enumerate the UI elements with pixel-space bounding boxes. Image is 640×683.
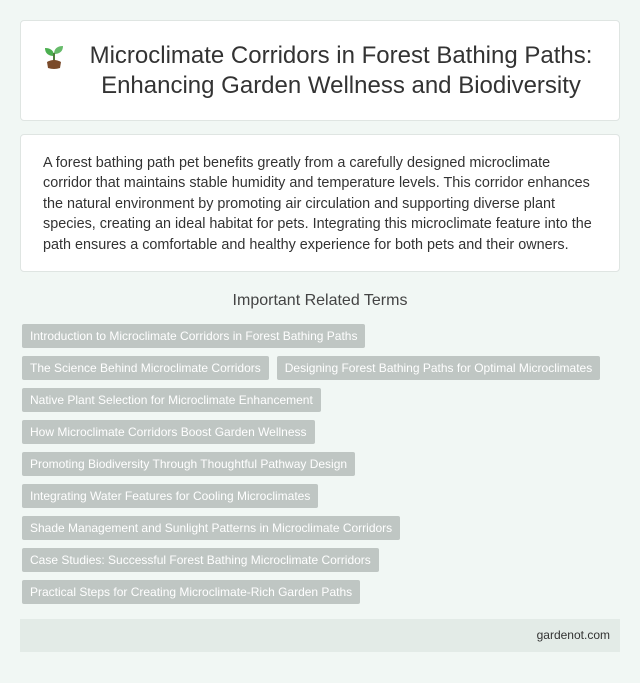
term-chip[interactable]: Promoting Biodiversity Through Thoughtful Pathway Design xyxy=(22,452,355,476)
term-chip[interactable]: Practical Steps for Creating Microclimate-Rich Garden Paths xyxy=(22,580,360,604)
footer-site-link[interactable]: gardenot.com xyxy=(536,628,610,642)
term-row xyxy=(22,324,618,356)
title-card xyxy=(20,20,620,121)
term-chip[interactable]: Native Plant Selection for Microclimate Enhancement xyxy=(22,388,321,412)
term-chip[interactable]: Introduction to Microclimate Corridors in Forest Bathing Paths xyxy=(22,324,365,348)
term-chip[interactable]: Integrating Water Features for Cooling Microclimates xyxy=(22,484,318,508)
term-row xyxy=(22,420,618,452)
term-chip[interactable]: How Microclimate Corridors Boost Garden Wellness xyxy=(22,420,315,444)
footer-bar xyxy=(20,619,620,652)
page-title: Microclimate Corridors in Forest Bathing Paths: Enhancing Garden Wellness and Biodiversity xyxy=(89,41,593,99)
description-card xyxy=(20,134,620,272)
term-chip[interactable]: Case Studies: Successful Forest Bathing Microclimate Corridors xyxy=(22,548,379,572)
term-row xyxy=(22,452,618,484)
related-terms-list xyxy=(22,324,618,612)
related-terms-heading: Important Related Terms xyxy=(232,292,408,309)
description-text: A forest bathing path pet benefits greatly from a carefully designed microclimate corridor that maintains stable humidity and temperature levels. This corridor enhances the natural environment by promoting air circulation and supporting diverse plant species, creating an ideal habitat for pets. Integrating this microclimate feature into the path ensures a comfortable and healthy experience for both pets and their owners. xyxy=(43,155,592,253)
term-row xyxy=(22,516,618,548)
term-chip[interactable]: Shade Management and Sunlight Patterns in Microclimate Corridors xyxy=(22,516,400,540)
term-chip[interactable]: The Science Behind Microclimate Corridors xyxy=(22,356,269,380)
term-row xyxy=(22,484,618,516)
term-row xyxy=(22,388,618,420)
term-chip[interactable]: Designing Forest Bathing Paths for Optimal Microclimates xyxy=(277,356,600,380)
term-row xyxy=(22,356,618,388)
term-row xyxy=(22,548,618,580)
title-wrap xyxy=(39,41,601,101)
sprout-icon xyxy=(39,41,69,71)
term-row xyxy=(22,580,618,612)
